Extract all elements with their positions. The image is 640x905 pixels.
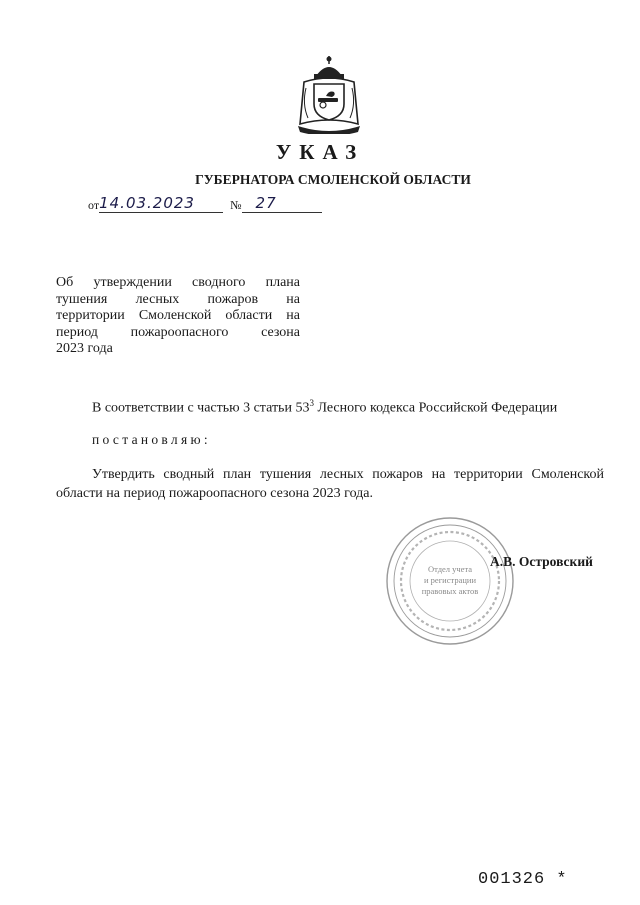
date-value: 14.03.2023 xyxy=(99,194,195,212)
legal-basis xyxy=(92,398,557,417)
stamp-line: Отдел учета xyxy=(427,564,473,574)
date-prefix: от xyxy=(88,198,100,212)
document-subtitle: ГУБЕРНАТОРА СМОЛЕНСКОЙ ОБЛАСТИ xyxy=(195,172,471,187)
number-prefix: № xyxy=(230,198,242,212)
subject-line: период пожароопасного сезона xyxy=(56,324,300,340)
subject-line: тушения лесных пожаров на xyxy=(56,291,300,307)
subject-line: территории Смоленской области на xyxy=(56,308,300,323)
official-stamp xyxy=(384,515,516,647)
subject-line: Об утверждении сводного плана xyxy=(56,275,300,290)
signer-name: А.В. Островский xyxy=(490,554,593,569)
subject-line: 2023 года xyxy=(56,341,113,356)
legal-basis-text-end: Лесного кодекса Российской Федерации xyxy=(313,400,558,416)
registration-number: 001326 * xyxy=(478,870,568,889)
document-subject xyxy=(56,275,300,358)
crown-icon xyxy=(314,56,344,79)
decree-body: Утвердить сводный план тушения лесных пожаров на территории Смоленской области на период пожароопасного сезона 2023 года. xyxy=(56,467,604,501)
stamp-line: правовых актов xyxy=(421,586,479,596)
stamp-line: и регистрации xyxy=(424,575,476,585)
date-number-line xyxy=(88,196,322,213)
document-title: УКАЗ xyxy=(275,140,365,164)
coat-of-arms-emblem xyxy=(296,54,362,134)
legal-basis-text: В соответствии с частью 3 статьи 53 xyxy=(92,400,310,416)
number-value: 27 xyxy=(255,194,277,212)
decree-word: постановляю: xyxy=(92,432,211,447)
article-superscript: 3 xyxy=(309,398,314,408)
